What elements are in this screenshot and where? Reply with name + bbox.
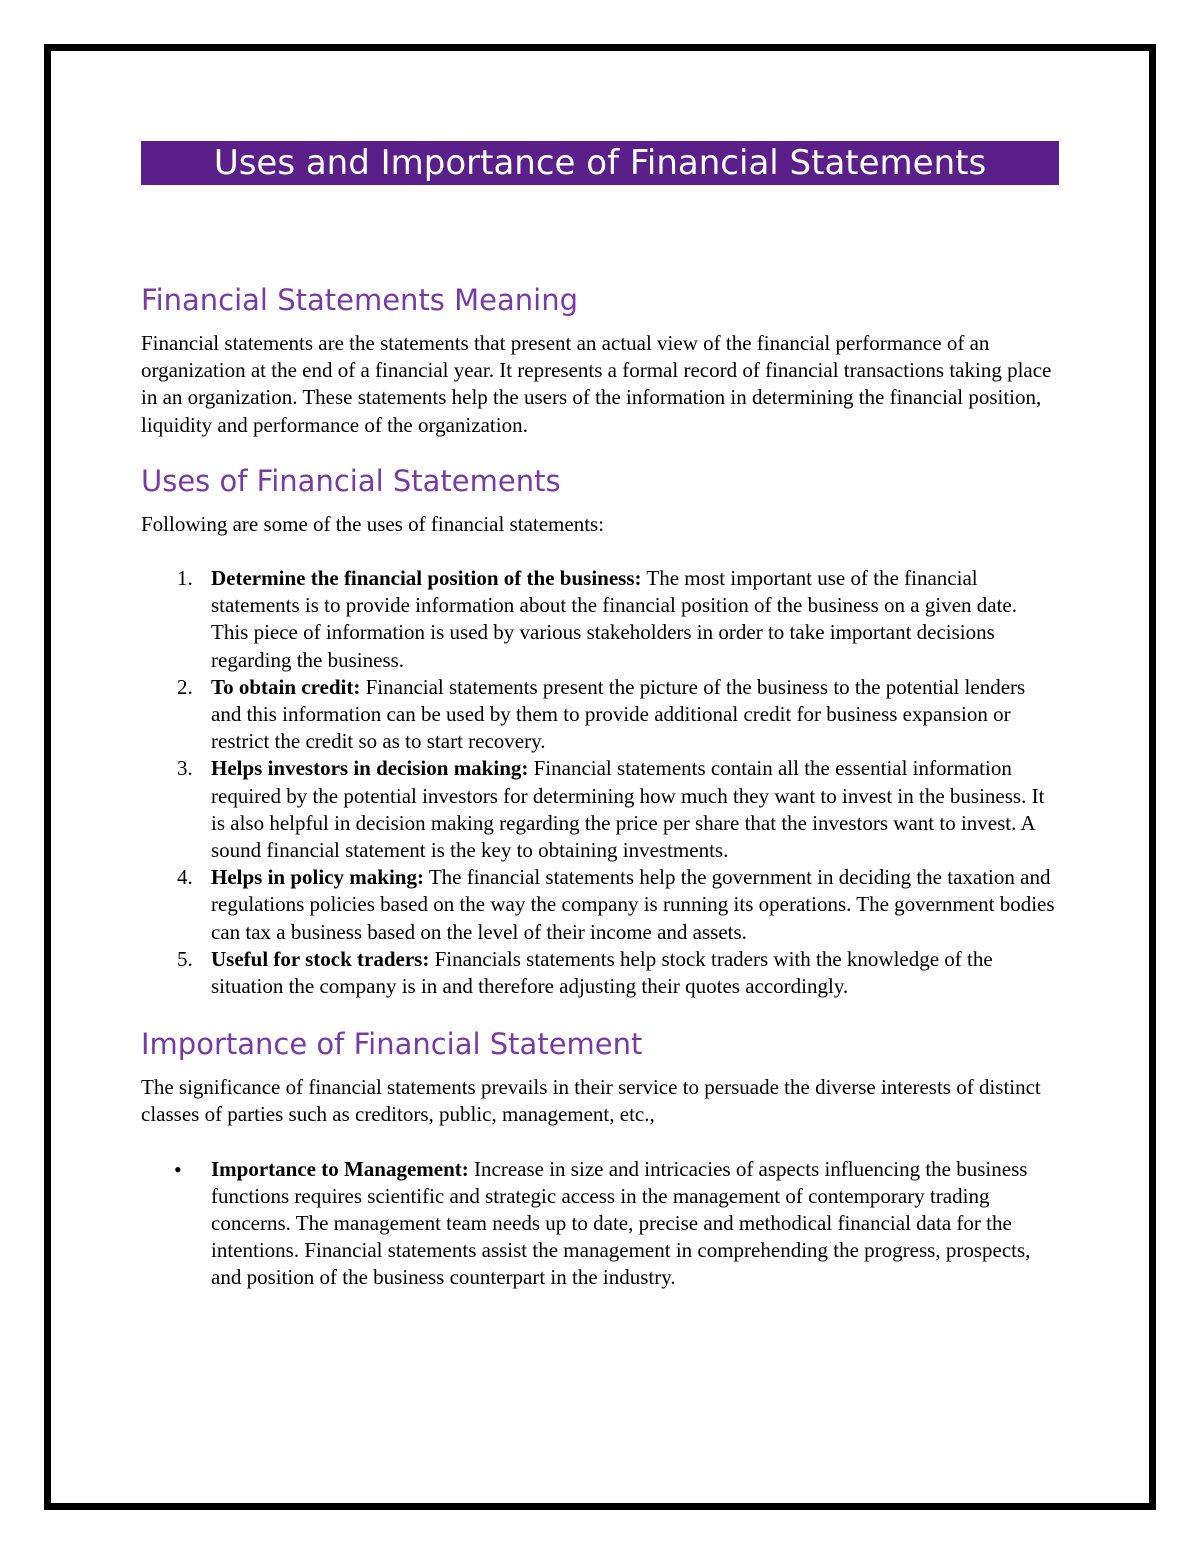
list-item-term: Importance to Management: <box>211 1156 469 1181</box>
uses-list <box>141 565 1059 1000</box>
importance-intro: The significance of financial statements prevails in their service to persuade the diverse interests of distinct classes of parties such as creditors, public, management, etc., <box>141 1075 1041 1127</box>
section-heading-importance: Importance of Financial Statement <box>141 1027 643 1062</box>
list-item-text: The financial statements help the government in deciding the taxation and regulations policies based on the way the company is running its operations. The government bodies can tax a business based on the level of their income and assets. <box>211 865 1055 944</box>
list-number: 2. <box>177 674 193 699</box>
uses-intro: Following are some of the uses of financial statements: <box>141 511 605 536</box>
list-item-term: Useful for stock traders: <box>211 946 430 971</box>
list-item-term: Helps in policy making: <box>211 865 424 890</box>
list-number: 3. <box>177 756 193 781</box>
list-item-text: Financial statements present the picture of the business to the potential lenders and this information can be used by them to provide additional credit for business expansion or restrict the credit so as to start recovery. <box>211 674 1026 754</box>
document-content <box>141 141 1059 1292</box>
list-item-text: The most important use of the financial statements is to provide information about the financial position of the business on a given date. This piece of information is used by various stakeholders in order to take important decisions regarding the business. <box>211 566 1017 672</box>
section-heading-meaning: Financial Statements Meaning <box>141 283 578 317</box>
list-item-text: Financials statements help stock traders with the knowledge of the situation the company is in and therefore adjusting their quotes accordingly. <box>211 946 993 999</box>
list-item-term: Helps investors in decision making: <box>211 756 529 781</box>
list-number: 5. <box>177 946 193 971</box>
list-item <box>141 946 1059 1000</box>
list-item-text: Increase in size and intricacies of aspects influencing the business functions requires scientific and strategic access in the management of contemporary trading concerns. The management team needs up to date, precise and methodical financial data for the intentions. Financial statements assist the management in comprehending the progress, prospects, and position of the business counterpart in the industry. <box>211 1156 1031 1290</box>
list-item <box>141 864 1059 946</box>
importance-list <box>141 1156 1059 1292</box>
list-item-text: Financial statements contain all the essential information required by the potential investors for determining how much they want to invest in the business. It is also helpful in decision making regarding the price per share that the investors want to invest. A sound financial statement is the key to obtaining investments. <box>211 756 1045 863</box>
list-item <box>141 1156 1059 1292</box>
bullet-icon: • <box>174 1156 182 1182</box>
list-item <box>141 674 1059 756</box>
list-number: 1. <box>177 566 193 591</box>
list-number: 4. <box>177 865 193 890</box>
list-item-term: To obtain credit: <box>211 674 361 699</box>
meaning-paragraph: Financial statements are the statements that present an actual view of the financial performance of an organization at the end of a financial year. It represents a formal record of financial transactions taking place in an organization. These statements help the users of the information in determining the financial position, liquidity and performance of the organization. <box>141 331 1052 437</box>
list-item <box>141 565 1059 674</box>
list-item <box>141 755 1059 864</box>
document-title: Uses and Importance of Financial Statements <box>141 141 1059 185</box>
list-item-term: Determine the financial position of the business: <box>211 566 642 591</box>
section-heading-uses: Uses of Financial Statements <box>141 463 561 498</box>
